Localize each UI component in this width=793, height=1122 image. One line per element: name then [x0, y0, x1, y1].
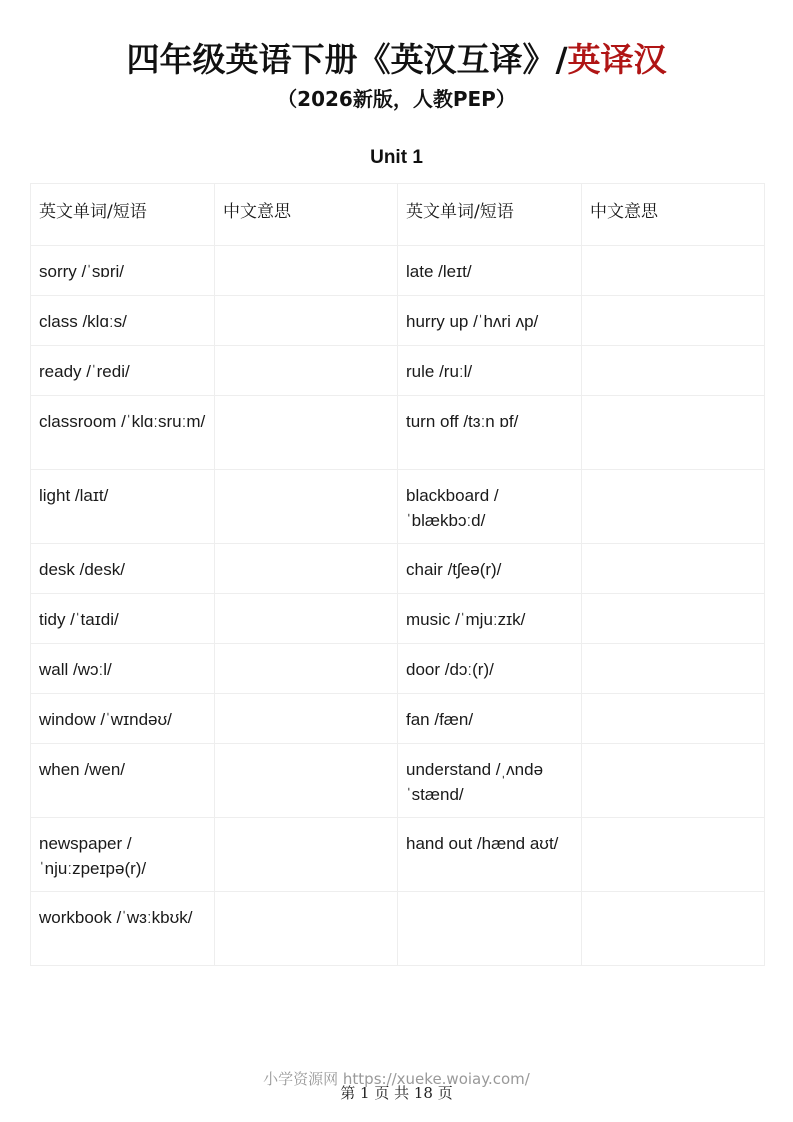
header-english-right: 英文单词/短语: [398, 184, 582, 246]
chinese-answer-cell[interactable]: [582, 346, 765, 396]
chinese-answer-cell[interactable]: [582, 296, 765, 346]
english-word-cell: rule /ruːl/: [398, 346, 582, 396]
chinese-answer-cell[interactable]: [215, 396, 398, 470]
chinese-answer-cell[interactable]: [215, 694, 398, 744]
chinese-answer-cell[interactable]: [582, 594, 765, 644]
english-word-cell: workbook /ˈwɜːkbʊk/: [31, 892, 215, 966]
vocabulary-table: [30, 183, 765, 966]
chinese-answer-cell[interactable]: [215, 296, 398, 346]
header-chinese-left: 中文意思: [215, 184, 398, 246]
page-title: [0, 38, 793, 82]
english-word-cell: wall /wɔːl/: [31, 644, 215, 694]
table-row: [31, 346, 765, 396]
table-row: [31, 470, 765, 544]
title-main: 四年级英语下册《英汉互译》/: [126, 40, 568, 79]
english-word-cell: understand /ˌʌndəˈstænd/: [398, 744, 582, 818]
english-word-cell: desk /desk/: [31, 544, 215, 594]
header-chinese-right: 中文意思: [582, 184, 765, 246]
english-word-cell: hurry up /ˈhʌri ʌp/: [398, 296, 582, 346]
chinese-answer-cell[interactable]: [582, 644, 765, 694]
table-row: [31, 694, 765, 744]
english-word-cell: sorry /ˈsɒri/: [31, 246, 215, 296]
english-word-cell: music /ˈmjuːzɪk/: [398, 594, 582, 644]
chinese-answer-cell[interactable]: [215, 892, 398, 966]
table-row: [31, 296, 765, 346]
chinese-answer-cell[interactable]: [215, 744, 398, 818]
english-word-cell: late /leɪt/: [398, 246, 582, 296]
footer-site-link[interactable]: 小学资源网 https://xueke.woiay.com/: [263, 1070, 530, 1088]
table-row: [31, 892, 765, 966]
chinese-answer-cell[interactable]: [582, 246, 765, 296]
chinese-answer-cell[interactable]: [582, 818, 765, 892]
page-subtitle: （2026新版，人教PEP）: [277, 87, 516, 111]
english-word-cell: chair /tʃeə(r)/: [398, 544, 582, 594]
chinese-answer-cell[interactable]: [215, 594, 398, 644]
table-row: [31, 818, 765, 892]
english-word-cell: [398, 892, 582, 966]
table-row: [31, 246, 765, 296]
table-row: [31, 744, 765, 818]
chinese-answer-cell[interactable]: [215, 544, 398, 594]
title-highlight: 英译汉: [567, 40, 667, 79]
chinese-answer-cell[interactable]: [215, 644, 398, 694]
chinese-answer-cell[interactable]: [215, 818, 398, 892]
header-english-left: 英文单词/短语: [31, 184, 215, 246]
table-header-row: [31, 184, 765, 246]
chinese-answer-cell[interactable]: [582, 694, 765, 744]
unit-heading: Unit 1: [370, 147, 423, 168]
chinese-answer-cell[interactable]: [582, 396, 765, 470]
chinese-answer-cell[interactable]: [215, 246, 398, 296]
english-word-cell: door /dɔː(r)/: [398, 644, 582, 694]
table-row: [31, 396, 765, 470]
chinese-answer-cell[interactable]: [582, 892, 765, 966]
english-word-cell: newspaper /ˈnjuːzpeɪpə(r)/: [31, 818, 215, 892]
chinese-answer-cell[interactable]: [582, 470, 765, 544]
english-word-cell: window /ˈwɪndəʊ/: [31, 694, 215, 744]
english-word-cell: fan /fæn/: [398, 694, 582, 744]
table-row: [31, 594, 765, 644]
english-word-cell: ready /ˈredi/: [31, 346, 215, 396]
english-word-cell: hand out /hænd aʊt/: [398, 818, 582, 892]
english-word-cell: light /laɪt/: [31, 470, 215, 544]
page-number: 第 1 页 共 18 页: [340, 1084, 453, 1102]
english-word-cell: blackboard /ˈblækbɔːd/: [398, 470, 582, 544]
chinese-answer-cell[interactable]: [582, 544, 765, 594]
english-word-cell: classroom /ˈklɑːsruːm/: [31, 396, 215, 470]
english-word-cell: when /wen/: [31, 744, 215, 818]
chinese-answer-cell[interactable]: [582, 744, 765, 818]
english-word-cell: tidy /ˈtaɪdi/: [31, 594, 215, 644]
chinese-answer-cell[interactable]: [215, 346, 398, 396]
chinese-answer-cell[interactable]: [215, 470, 398, 544]
english-word-cell: class /klɑːs/: [31, 296, 215, 346]
table-row: [31, 644, 765, 694]
english-word-cell: turn off /tɜːn ɒf/: [398, 396, 582, 470]
table-row: [31, 544, 765, 594]
